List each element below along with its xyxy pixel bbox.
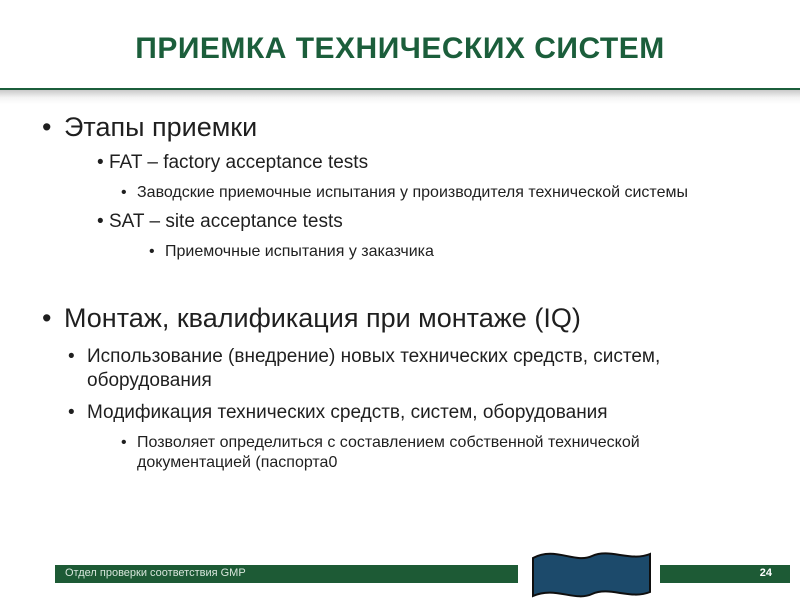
bullet-text: Этапы приемки [64,112,258,142]
footer-department: Отдел проверки соответствия GMP [65,567,246,579]
bullet-modification [68,402,608,424]
slide-title: ПРИЕМКА ТЕХНИЧЕСКИХ СИСТЕМ [135,32,665,65]
bullet-dot: • [97,152,104,173]
bullet-dot: • [68,402,75,423]
bullet-text: SAT – site acceptance tests [109,211,343,232]
bullet-sat-detail [149,243,434,261]
bullet-sat [97,211,343,233]
bullet-dot: • [149,243,155,260]
bullet-acceptance-stages [42,112,257,143]
bullet-fat-detail [121,184,688,202]
bullet-text: Приемочные испытания у заказчика [165,243,434,260]
bullet-text: Монтаж, квалификация при монтаже (IQ) [64,303,581,333]
bullet-text: Позволяет определиться с составлением собственной технической документацией (паспорта0 [137,434,640,471]
title-divider [0,88,800,104]
bullet-dot: • [121,184,127,201]
bullet-dot: • [68,346,75,367]
bullet-dot: • [42,112,52,142]
bullet-text: Заводские приемочные испытания у производителя технической системы [137,184,688,201]
footer-bar [55,565,518,583]
bullet-fat [97,152,368,174]
scroll-shape-icon [530,548,655,600]
bullet-dot: • [97,211,104,232]
bullet-text: Использование (внедрение) новых технических средств, систем, оборудования [87,346,661,391]
footer-page-bar [660,565,790,583]
bullet-dot: • [42,303,52,333]
bullet-modification-detail [121,433,721,473]
bullet-dot: • [121,434,127,451]
bullet-installation-qualification [42,303,581,334]
bullet-text: FAT – factory acceptance tests [109,152,369,173]
page-number: 24 [759,567,772,579]
bullet-new-equipment [68,345,748,393]
bullet-text: Модификация технических средств, систем, оборудования [87,402,608,423]
